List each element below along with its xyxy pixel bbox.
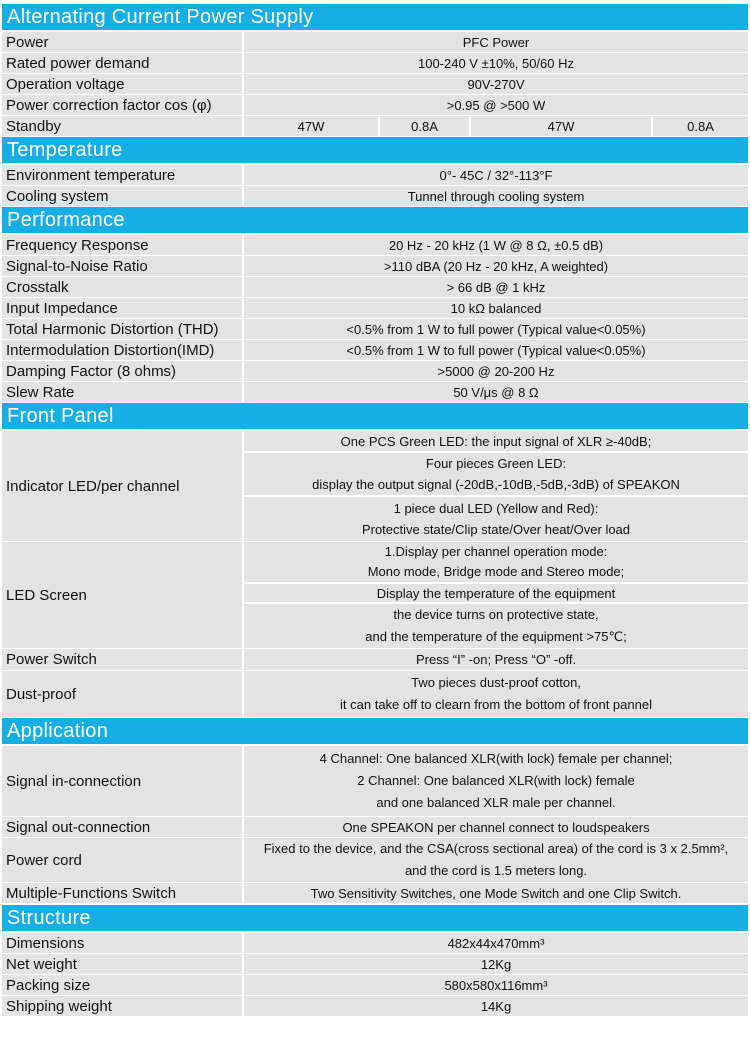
standby-values [244,116,748,136]
spec-label: Intermodulation Distortion(IMD) [2,340,242,360]
value-line: Two pieces dust-proof cotton, [411,675,581,690]
spec-row-signal-out [2,817,748,837]
spec-row-operation-voltage [2,74,748,94]
spec-label: Slew Rate [2,382,242,402]
value-line: 1 piece dual LED (Yellow and Red): [393,501,599,516]
spec-value: >0.95 @ >500 W [244,95,748,115]
value-line: 4 Channel: One balanced XLR(with lock) female per channel; [319,751,673,766]
spec-label: Power correction factor cos (φ) [2,95,242,115]
spec-label: Crosstalk [2,277,242,297]
spec-row-snr [2,256,748,276]
section-header-temperature: Temperature [2,137,748,163]
spec-label: Signal in-connection [2,746,242,816]
spec-row-standby [2,116,748,136]
indicator-led-values [244,431,748,541]
section-header-ac-power: Alternating Current Power Supply [2,4,748,30]
spec-row-power-cord [2,838,748,882]
spec-value: <0.5% from 1 W to full power (Typical value<0.05%) [244,340,748,360]
section-header-structure: Structure [2,905,748,931]
value-block [244,453,748,495]
spec-label: Power cord [2,838,242,882]
standby-cell: 47W [471,116,651,136]
spec-sheet [2,0,748,1016]
value-line: 1.Display per channel operation mode: [384,544,608,559]
spec-row-dust-proof [2,671,748,717]
spec-row-dimensions [2,933,748,953]
spec-row-indicator-led [2,431,748,541]
spec-value: >5000 @ 20-200 Hz [244,361,748,381]
standby-cell: 0.8A [653,116,748,136]
spec-value: One SPEAKON per channel connect to loudspeakers [244,817,748,837]
value-line: One PCS Green LED: the input signal of XLR ≥-40dB; [340,433,652,449]
spec-row-input-impedance [2,298,748,318]
value-line: Four pieces Green LED: [425,456,567,471]
spec-row-thd [2,319,748,339]
value-block [244,542,748,582]
spec-value: 100-240 V ±10%, 50/60 Hz [244,53,748,73]
value-block [244,497,748,541]
spec-label: Signal-to-Noise Ratio [2,256,242,276]
spec-value [244,746,748,816]
spec-value: 482x44x470mm³ [244,933,748,953]
spec-label: Damping Factor (8 ohms) [2,361,242,381]
value-line: Protective state/Clip state/Over heat/Over load [361,522,631,537]
spec-row-environment-temperature [2,165,748,185]
spec-value: PFC Power [244,32,748,52]
spec-value: > 66 dB @ 1 kHz [244,277,748,297]
spec-label: LED Screen [2,542,242,648]
spec-row-packing-size [2,975,748,995]
value-line: the device turns on protective state, [393,607,599,622]
section-header-performance: Performance [2,207,748,233]
value-line: and the temperature of the equipment >75℃; [365,629,627,644]
standby-cell: 47W [244,116,378,136]
spec-value [244,838,748,882]
spec-row-power-switch [2,649,748,670]
value-line: and the cord is 1.5 meters long. [404,863,588,878]
spec-label: Shipping weight [2,996,242,1016]
spec-label: Environment temperature [2,165,242,185]
spec-value: 12Kg [244,954,748,974]
spec-label: Power [2,32,242,52]
spec-value [244,671,748,717]
spec-value: Tunnel through cooling system [244,186,748,206]
spec-label: Dust-proof [2,671,242,717]
spec-value: 90V-270V [244,74,748,94]
led-screen-values [244,542,748,648]
spec-value: 10 kΩ balanced [244,298,748,318]
spec-row-imd [2,340,748,360]
spec-row-slew-rate [2,382,748,402]
spec-label: Input Impedance [2,298,242,318]
standby-cell: 0.8A [380,116,469,136]
spec-value: 20 Hz - 20 kHz (1 W @ 8 Ω, ±0.5 dB) [244,235,748,255]
spec-value: 0°- 45C / 32°-113°F [244,165,748,185]
section-header-application: Application [2,718,748,744]
spec-row-crosstalk [2,277,748,297]
spec-label: Dimensions [2,933,242,953]
spec-value: <0.5% from 1 W to full power (Typical value<0.05%) [244,319,748,339]
value-line: and one balanced XLR male per channel. [376,795,616,810]
spec-label: Operation voltage [2,74,242,94]
spec-value: Two Sensitivity Switches, one Mode Switch and one Clip Switch. [244,883,748,903]
spec-value: 50 V/μs @ 8 Ω [244,382,748,402]
value-block [244,431,748,451]
spec-row-led-screen [2,542,748,648]
spec-row-power [2,32,748,52]
spec-value: 580x580x116mm³ [244,975,748,995]
spec-row-net-weight [2,954,748,974]
spec-row-damping-factor [2,361,748,381]
spec-label: Frequency Response [2,235,242,255]
value-line: Fixed to the device, and the CSA(cross sectional area) of the cord is 3 x 2.5mm², [263,841,729,856]
spec-label: Packing size [2,975,242,995]
value-line: display the output signal (-20dB,-10dB,-5dB,-3dB) of SPEAKON [312,477,680,492]
spec-row-rated-power [2,53,748,73]
value-line: 2 Channel: One balanced XLR(with lock) female [357,773,635,788]
spec-label: Multiple-Functions Switch [2,883,242,903]
value-line: Display the temperature of the equipment [376,585,616,601]
spec-row-power-factor [2,95,748,115]
spec-row-shipping-weight [2,996,748,1016]
spec-row-signal-in [2,746,748,816]
value-block [244,604,748,648]
spec-value: >110 dBA (20 Hz - 20 kHz, A weighted) [244,256,748,276]
spec-row-multi-function-switch [2,883,748,903]
spec-label: Net weight [2,954,242,974]
spec-label: Cooling system [2,186,242,206]
spec-label: Total Harmonic Distortion (THD) [2,319,242,339]
spec-label: Power Switch [2,649,242,670]
spec-value: Press “I” -on; Press “O” -off. [244,649,748,670]
spec-label: Rated power demand [2,53,242,73]
value-line: Mono mode, Bridge mode and Stereo mode; [367,564,625,579]
spec-label: Signal out-connection [2,817,242,837]
spec-value: 14Kg [244,996,748,1016]
spec-row-cooling-system [2,186,748,206]
spec-row-frequency-response [2,235,748,255]
spec-label: Indicator LED/per channel [2,431,242,541]
value-line: it can take off to clearn from the bottom of front pannel [340,697,652,712]
section-header-front-panel: Front Panel [2,403,748,429]
spec-label: Standby [2,116,242,136]
value-block [244,584,748,602]
